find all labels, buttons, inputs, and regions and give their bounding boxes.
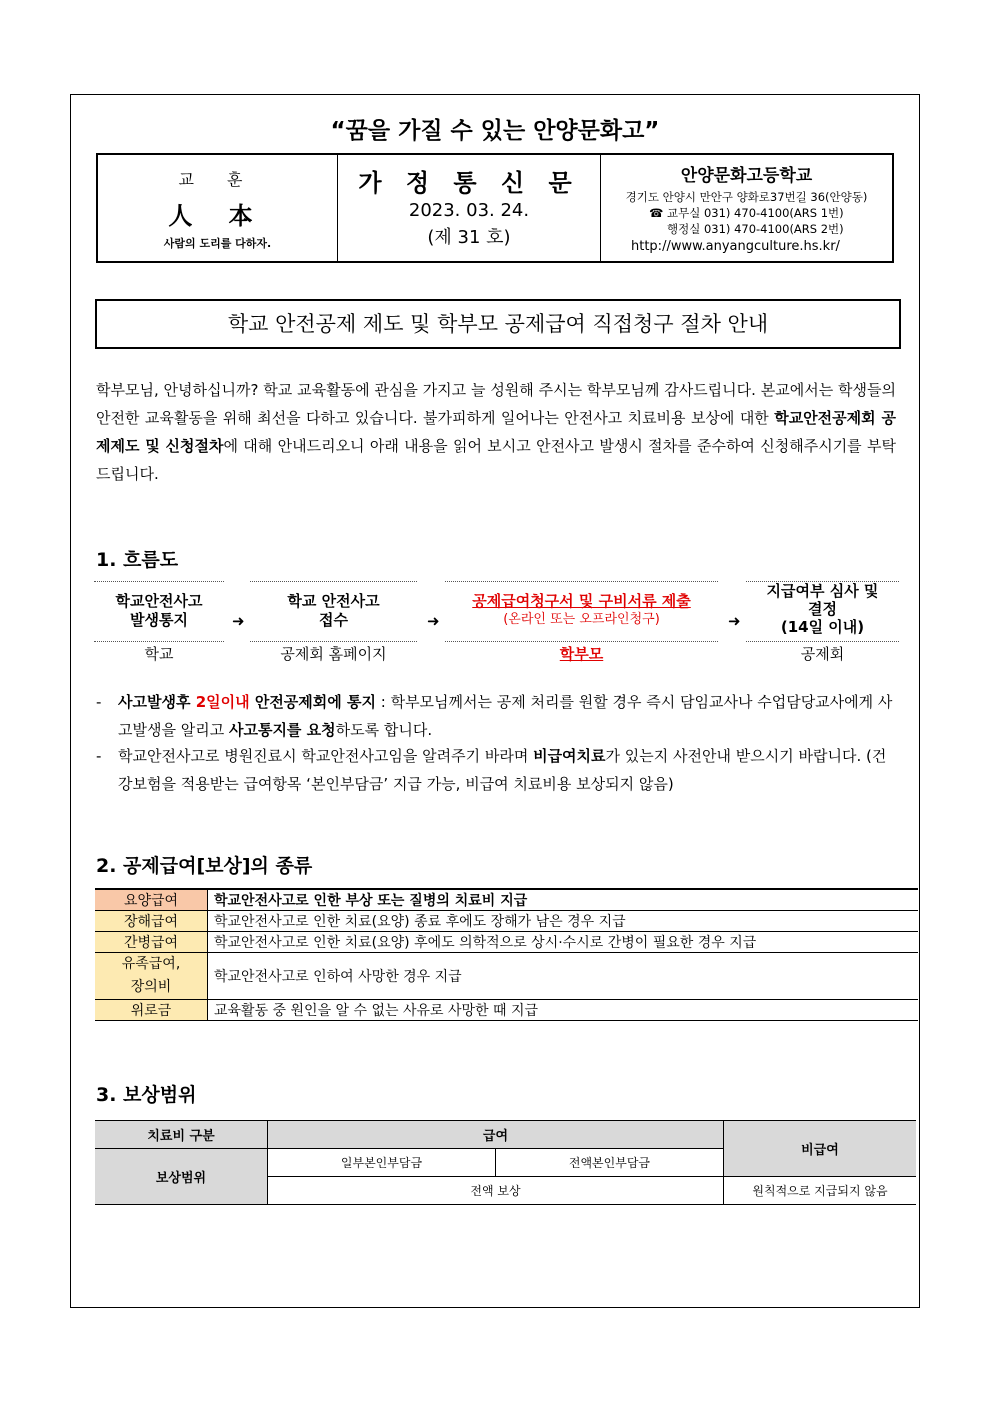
flow-step3 xyxy=(445,592,718,629)
kyohun-sub: 사람의 도리를 다하자. xyxy=(163,237,272,250)
notice-item-2: - 학교안전사고로 병원진료시 학교안전사고임을 알려주기 바라며 비급여치료가 있는지 사전안내 받으시기 바랍니다. (건강보험을 적용받는 급여항목 ‘본인부담금’ 지급 가능, 비급여 치료비용 보상되지 않음) xyxy=(96,747,887,793)
benefit-kind: 유족급여, 장의비 xyxy=(95,953,208,1000)
benefit-kind: 요양급여 xyxy=(95,889,208,911)
coverage-benefit-header: 급여 xyxy=(268,1121,724,1149)
phone-admin: 행정실 031) 470-4100(ARS 2번) xyxy=(667,222,844,236)
flow-step4-bottom-line xyxy=(746,641,899,642)
newsletter-issue: (제 31 호) xyxy=(427,227,511,248)
newsletter-cell xyxy=(338,155,601,261)
flow-step1-actor: 학교 xyxy=(144,645,174,663)
school-info-cell xyxy=(601,155,892,261)
table-row xyxy=(95,911,918,932)
newsletter-date: 2023. 03. 24. xyxy=(408,200,530,221)
flow-step1-title: 학교안전사고 발생통지 xyxy=(115,592,203,629)
intro-bold: 학교안전공제회 공제제도 및 신청절차 xyxy=(96,409,896,455)
header-box xyxy=(96,153,894,263)
table-row xyxy=(95,1000,918,1021)
benefit-desc: 학교안전사고로 인하여 사망한 경우 지급 xyxy=(208,953,919,1000)
flow-arrow-icon: ➜ xyxy=(232,612,245,630)
section3-heading: 3. 보상범위 xyxy=(96,1084,197,1106)
section1-heading: 1. 흐름도 xyxy=(96,549,179,571)
flow-step2-bottom-line xyxy=(250,641,417,642)
coverage-full: 전액본인부담금 xyxy=(495,1149,723,1177)
benefit-desc: 학교안전사고로 인한 치료(요양) 후에도 의학적으로 상시·수시로 간병이 필요한 경우 지급 xyxy=(208,932,919,953)
notice-item-1: - 사고발생후 2일이내 안전공제회에 통지 : 학부모님께서는 공제 처리를 원할 경우 즉시 담임교사나 수업담당교사에게 사고발생을 알리고 사고통지를 요청하도록 합니다. xyxy=(96,693,893,739)
flow-step3-subtitle: (온라인 또는 오프라인청구) xyxy=(503,612,660,627)
flow-step2 xyxy=(250,592,417,630)
flow-arrow-icon: ➜ xyxy=(728,612,741,630)
flow-step2-actor: 공제회 홈페이지 xyxy=(280,645,387,663)
benefit-desc: 학교안전사고로 인한 치료(요양) 종료 후에도 장해가 남은 경우 지급 xyxy=(208,911,919,932)
benefit-kind: 간병급여 xyxy=(95,932,208,953)
flow-step1-bottom-line xyxy=(94,641,224,642)
flow-step4-actor: 공제회 xyxy=(800,645,845,663)
benefit-desc: 학교안전사고로 인한 부상 또는 질병의 치료비 지급 xyxy=(208,889,919,911)
coverage-non-benefit-header: 비급여 xyxy=(723,1121,916,1177)
school-website[interactable]: http://www.anyangculture.hs.kr/ xyxy=(631,239,840,254)
table-row xyxy=(95,1121,916,1149)
coverage-benefit-result: 전액 보상 xyxy=(268,1177,724,1205)
school-motto: “꿈을 가질 수 있는 안양문화고” xyxy=(330,118,660,144)
flow-step3-title: 공제급여청구서 및 구비서류 제출 xyxy=(472,592,691,610)
phone-office: ☎ 교무실 031) 470-4100(ARS 1번) xyxy=(649,206,844,220)
coverage-partial: 일부본인부담금 xyxy=(268,1149,496,1177)
coverage-non-benefit-result: 원칙적으로 지급되지 않음 xyxy=(723,1177,916,1205)
coverage-col-label: 치료비 구분 xyxy=(95,1121,268,1149)
section2-heading: 2. 공제급여[보상]의 종류 xyxy=(96,855,313,877)
flow-step3-actor: 학부모 xyxy=(559,645,604,663)
kyohun-cell xyxy=(98,155,338,261)
document-title: 학교 안전공제 제도 및 학부모 공제급여 직접청구 절차 안내 xyxy=(95,299,901,349)
flow-step1 xyxy=(94,592,224,630)
flow-step4 xyxy=(746,582,899,636)
benefit-desc: 교육활동 중 원인을 알 수 없는 사유로 사망한 때 지급 xyxy=(208,1000,919,1021)
benefit-kind: 위로금 xyxy=(95,1000,208,1021)
flow-step2-top-line xyxy=(250,581,417,582)
flow-step2-title: 학교 안전사고 접수 xyxy=(287,592,380,629)
table-row xyxy=(95,932,918,953)
flow-step1-top-line xyxy=(94,581,224,582)
kyohun-label: 교 훈 xyxy=(178,170,257,189)
table-row xyxy=(95,889,918,911)
newsletter-title: 가 정 통 신 문 xyxy=(358,169,580,197)
table-row xyxy=(95,953,918,1000)
intro-paragraph: 학부모님, 안녕하십니까? 학교 교육활동에 관심을 가지고 늘 성원해 주시는 학부모님께 감사드립니다. 본교에서는 학생들의 안전한 교육활동을 위해 최선을 다하고 있습니다. 불가피하게 일어나는 안전사고 치료비용 보상에 대한 학교안전공제회 공제제도 및 신청절차에 대해 안내드리오니 아래 내용을 읽어 보시고 안전사고 발생시 절차를 준수하여 신청해주시기를 부탁드립니다. xyxy=(96,381,896,483)
flow-step3-top-line xyxy=(445,581,718,582)
flow-arrow-icon: ➜ xyxy=(427,612,440,630)
benefit-types-table xyxy=(95,888,918,1021)
kyohun-main: 人 本 xyxy=(168,202,267,230)
coverage-row-label: 보상범위 xyxy=(95,1149,268,1205)
flow-step4-title: 지급여부 심사 및 결정 (14일 이내) xyxy=(766,582,879,636)
flow-step3-bottom-line xyxy=(445,641,718,642)
benefit-kind: 장해급여 xyxy=(95,911,208,932)
coverage-table xyxy=(95,1120,916,1205)
school-address: 경기도 안양시 만안구 양화로37번길 36(안양동) xyxy=(625,190,868,204)
school-name: 안양문화고등학교 xyxy=(680,166,813,186)
